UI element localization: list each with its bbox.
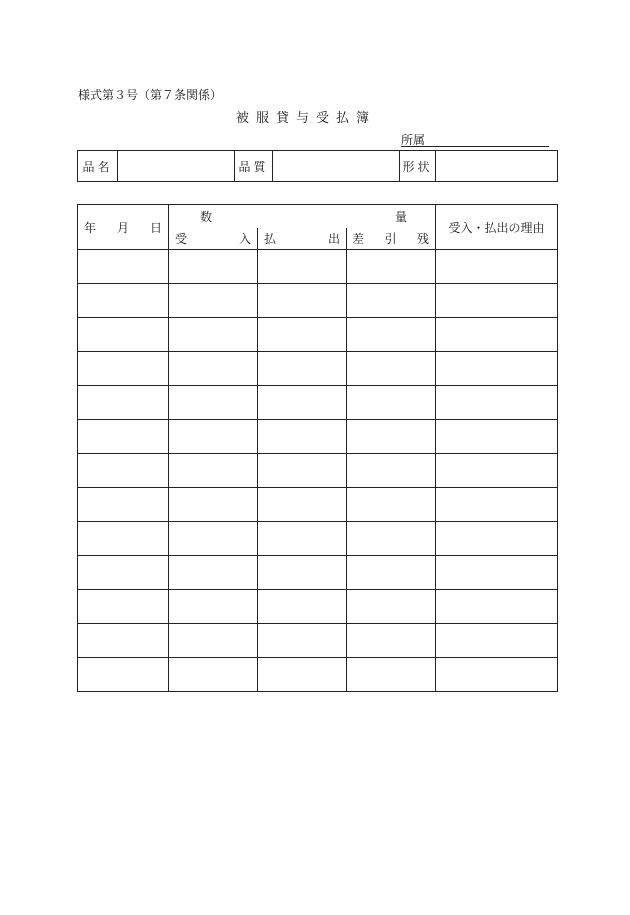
- receipt-cell[interactable]: [169, 522, 258, 556]
- receipt-label-1: 受: [175, 232, 188, 246]
- quantity-label-2: 量: [395, 210, 408, 224]
- payment-label-2: 出: [327, 232, 340, 246]
- payment-cell[interactable]: [258, 624, 347, 658]
- date-cell[interactable]: [78, 624, 169, 658]
- payment-cell[interactable]: [258, 284, 347, 318]
- date-cell[interactable]: [78, 420, 169, 454]
- balance-cell[interactable]: [347, 250, 436, 284]
- date-cell[interactable]: [78, 386, 169, 420]
- ledger-row: [78, 658, 558, 692]
- receipt-label-2: 入: [238, 232, 251, 246]
- payment-cell[interactable]: [258, 454, 347, 488]
- date-year-label: 年: [84, 220, 97, 235]
- ledger-row: [78, 250, 558, 284]
- ledger-row: [78, 624, 558, 658]
- ledger-row: [78, 318, 558, 352]
- quantity-header: [169, 205, 436, 229]
- balance-cell[interactable]: [347, 590, 436, 624]
- balance-cell[interactable]: [347, 454, 436, 488]
- balance-cell[interactable]: [347, 352, 436, 386]
- receipt-cell[interactable]: [169, 488, 258, 522]
- reason-cell[interactable]: [436, 556, 558, 590]
- payment-cell[interactable]: [258, 488, 347, 522]
- date-cell[interactable]: [78, 522, 169, 556]
- payment-cell[interactable]: [258, 658, 347, 692]
- receipt-cell[interactable]: [169, 420, 258, 454]
- date-cell[interactable]: [78, 454, 169, 488]
- receipt-cell[interactable]: [169, 658, 258, 692]
- payment-label-1: 払: [264, 232, 277, 246]
- reason-cell[interactable]: [436, 352, 558, 386]
- receipt-cell[interactable]: [169, 318, 258, 352]
- receipt-cell[interactable]: [169, 352, 258, 386]
- reason-cell[interactable]: [436, 624, 558, 658]
- ledger-row: [78, 420, 558, 454]
- date-header: [78, 205, 169, 250]
- reason-cell[interactable]: [436, 420, 558, 454]
- reason-header: 受入・払出の理由: [436, 205, 558, 250]
- quantity-label-1: 数: [200, 210, 213, 224]
- date-cell[interactable]: [78, 658, 169, 692]
- balance-cell[interactable]: [347, 284, 436, 318]
- date-day-label: 日: [149, 220, 162, 235]
- ledger-row: [78, 352, 558, 386]
- balance-cell[interactable]: [347, 386, 436, 420]
- balance-cell[interactable]: [347, 488, 436, 522]
- balance-label-3: 残: [417, 232, 430, 246]
- payment-cell[interactable]: [258, 318, 347, 352]
- affiliation-label: 所属: [401, 133, 426, 147]
- ledger-row: [78, 522, 558, 556]
- payment-cell[interactable]: [258, 522, 347, 556]
- ledger-row: [78, 556, 558, 590]
- reason-cell[interactable]: [436, 590, 558, 624]
- receipt-header: [169, 228, 258, 250]
- balance-label-1: 差: [352, 232, 365, 246]
- ledger-rows: [78, 250, 558, 692]
- payment-cell[interactable]: [258, 556, 347, 590]
- reason-cell[interactable]: [436, 386, 558, 420]
- date-cell[interactable]: [78, 318, 169, 352]
- date-cell[interactable]: [78, 284, 169, 318]
- receipt-cell[interactable]: [169, 250, 258, 284]
- receipt-cell[interactable]: [169, 624, 258, 658]
- receipt-cell[interactable]: [169, 454, 258, 488]
- balance-cell[interactable]: [347, 556, 436, 590]
- form-number: 様式第３号（第７条関係）: [78, 88, 223, 102]
- item-info-table: [77, 150, 558, 182]
- balance-cell[interactable]: [347, 420, 436, 454]
- date-month-label: 月: [116, 220, 129, 235]
- ledger-row: [78, 590, 558, 624]
- receipt-cell[interactable]: [169, 556, 258, 590]
- reason-cell[interactable]: [436, 658, 558, 692]
- ledger-row: [78, 488, 558, 522]
- receipt-cell[interactable]: [169, 284, 258, 318]
- balance-cell[interactable]: [347, 318, 436, 352]
- receipt-cell[interactable]: [169, 386, 258, 420]
- payment-cell[interactable]: [258, 420, 347, 454]
- payment-cell[interactable]: [258, 250, 347, 284]
- ledger-row: [78, 284, 558, 318]
- item-name-label: 品名: [78, 151, 118, 182]
- item-shape-field[interactable]: [436, 151, 558, 182]
- payment-header: [258, 228, 347, 250]
- ledger-row: [78, 454, 558, 488]
- date-cell[interactable]: [78, 352, 169, 386]
- affiliation-field[interactable]: [401, 130, 549, 147]
- date-cell[interactable]: [78, 250, 169, 284]
- reason-cell[interactable]: [436, 454, 558, 488]
- date-cell[interactable]: [78, 556, 169, 590]
- item-quality-field[interactable]: [273, 151, 400, 182]
- balance-cell[interactable]: [347, 522, 436, 556]
- date-cell[interactable]: [78, 590, 169, 624]
- reason-cell[interactable]: [436, 318, 558, 352]
- item-name-field[interactable]: [118, 151, 235, 182]
- balance-cell[interactable]: [347, 624, 436, 658]
- ledger-row: [78, 386, 558, 420]
- balance-label-2: 引: [384, 232, 397, 246]
- item-quality-label: 品質: [235, 151, 273, 182]
- reason-cell[interactable]: [436, 522, 558, 556]
- payment-cell[interactable]: [258, 386, 347, 420]
- payment-cell[interactable]: [258, 352, 347, 386]
- balance-cell[interactable]: [347, 658, 436, 692]
- balance-header: [347, 228, 436, 250]
- item-shape-label: 形状: [400, 151, 436, 182]
- receipt-cell[interactable]: [169, 590, 258, 624]
- date-cell[interactable]: [78, 488, 169, 522]
- document-title: 被服貸与受払簿: [236, 111, 377, 126]
- payment-cell[interactable]: [258, 590, 347, 624]
- reason-cell[interactable]: [436, 250, 558, 284]
- ledger-table: [77, 204, 558, 692]
- reason-cell[interactable]: [436, 284, 558, 318]
- reason-cell[interactable]: [436, 488, 558, 522]
